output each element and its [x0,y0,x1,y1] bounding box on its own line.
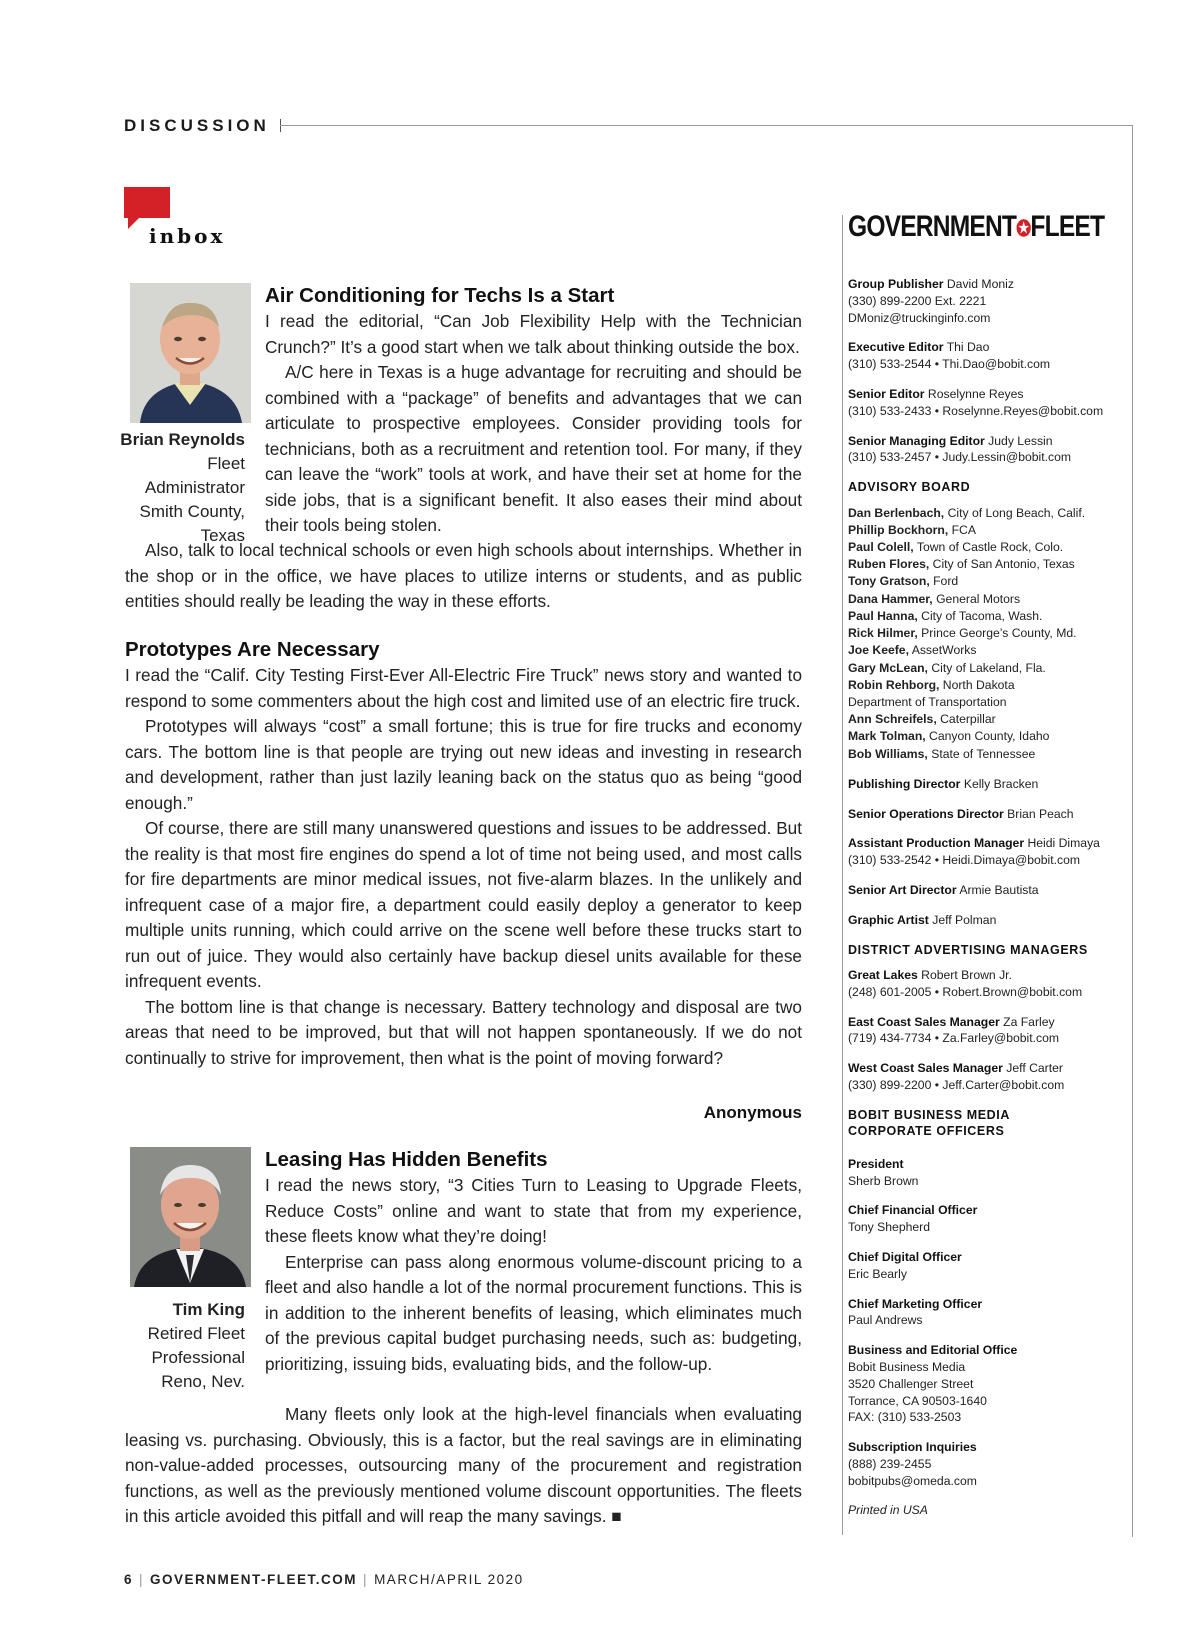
member-org: State of Tennessee [931,746,1036,761]
staff-entry [848,806,1118,823]
footer-divider: | [139,1572,145,1587]
district-name: Robert Brown Jr. [921,968,1012,982]
officer-entry [848,1156,1118,1190]
office-line: Bobit Business Media [848,1359,966,1374]
member-name: Paul Hanna, [848,608,918,623]
letter-body-1b [125,538,802,615]
member-org: Caterpillar [940,712,996,727]
district-entry [848,1014,1118,1048]
footer-divider: | [363,1572,369,1587]
paragraph: A/C here in Texas is a huge advantage for recruiting and should be combined with a “package” of benefits and advantages that we can articulate to prospective employees. Consider providing tools for technicians, both as a recruitment and retention tool. For many, if they can leave the “work” tools at work, and have their set at home for the side jobs, that is a significant benefit. It also eases their mind about their tools being stolen. [265,362,802,535]
author-title-line: Professional [151,1348,245,1367]
advisory-member-continued [848,694,1118,711]
officer-role: Chief Digital Officer [848,1249,962,1264]
staff-role: Executive Editor [848,340,944,355]
member-name: Paul Colell, [848,540,914,555]
member-org: Prince George’s County, Md. [921,626,1077,641]
author-name: Brian Reynolds [120,430,245,449]
paragraph: Of course, there are still many unanswered questions and issues to be addressed. But the reality is that most fire engines do spend a lot of time not being used, and most calls for fire departments are minor medical issues, not five-alarm blazes. In the unlikely and infrequent case of a major fire, a department could easily deploy a generator to keep multiple units running, which could arrive on the scene well before these trucks start to run out of juice. They would also certainly have backup diesel units available for these infrequent events. [125,818,802,991]
district-name: Jeff Carter [1006,1061,1063,1076]
officer-role: Chief Financial Officer [848,1203,978,1218]
staff-name: David Moniz [946,277,1014,291]
author-title-line: Retired Fleet [147,1324,245,1343]
staff-entry [848,776,1118,793]
paragraph: Enterprise can pass along enormous volume-discount pricing to a fleet and also handle a lot of the normal procurement functions. This is in addition to the inherent benefits of leasing, which eliminates much of the previous capital budget purchasing needs, such as: budgeting, prioritizing, issuing bids, evaluating bids, and the follow-up. [265,1251,802,1374]
officer-role: President [848,1156,904,1171]
corporate-heading-line: CORPORATE OFFICERS [848,1124,1005,1139]
member-org: Ford [933,574,959,589]
member-name: Joe Keefe, [848,643,909,658]
member-org: AssetWorks [911,643,977,658]
printed-in: Printed in USA [848,1502,928,1517]
officer-entry [848,1249,1118,1283]
member-name: Mark Tolman, [848,729,926,744]
footer-issue: MARCH/APRIL 2020 [374,1572,524,1587]
district-entry [848,967,1118,1001]
advisory-member [848,660,1118,677]
advisory-member [848,522,1118,539]
office-line: 3520 Challenger Street [848,1376,974,1391]
office-address [848,1342,1118,1426]
right-rule [1132,125,1133,1537]
staff-name: Jeff Polman [932,912,997,927]
staff-contact: (310) 533-2542 • Heidi.Dimaya@bobit.com [848,853,1081,868]
member-org: Canyon County, Idaho [929,729,1050,744]
staff-name: Judy Lessin [988,433,1053,448]
paragraph: Also, talk to local technical schools or even high schools about internships. Whether in the shop or in the office, we have places to utilize interns or students, and as public entities should really be leading the way in these efforts. [125,540,802,611]
advisory-board-list [848,505,1118,763]
office-line: Torrance, CA 90503-1640 [848,1393,987,1408]
officer-name: Eric Bearly [848,1266,907,1281]
author-location: Smith County, Texas [139,502,245,545]
staff-role: Senior Operations Director [848,806,1004,821]
subscription-info [848,1439,1118,1489]
letter-body-3a [265,1173,802,1377]
staff-role: Publishing Director [848,776,961,791]
officer-entry [848,1296,1118,1330]
member-name: Gary McLean, [848,660,928,675]
district-contact: (719) 434-7734 • Za.Farley@bobit.com [848,1031,1060,1046]
member-org: City of Lakeland, Fla. [931,660,1046,675]
paragraph: I read the “Calif. City Testing First-Ever All-Electric Fire Truck” news story and wanted to respond to some commenters about the high cost and limited use of an electric fire truck. [125,665,802,711]
subscription-email: bobitpubs@omeda.com [848,1473,977,1488]
advisory-member [848,711,1118,728]
staff-contact: (310) 533-2544 • Thi.Dao@bobit.com [848,357,1051,372]
letter-title-3: Leasing Has Hidden Benefits [265,1148,548,1171]
member-org: Town of Castle Rock, Colo. [916,540,1064,555]
staff-name: Heidi Dimaya [1027,836,1100,851]
officer-name: Sherb Brown [848,1173,919,1188]
advisory-member [848,625,1118,642]
district-heading: DISTRICT ADVERTISING MANAGERS [848,942,1088,957]
advisory-member [848,539,1118,556]
member-name: Ann Schreifels, [848,712,937,727]
advisory-member [848,591,1118,608]
district-contact: (248) 601-2005 • Robert.Brown@bobit.com [848,984,1083,999]
staff-entry [848,339,1118,373]
staff-entry [848,835,1118,869]
officer-entry [848,1202,1118,1236]
footer-site: GOVERNMENT-FLEET.COM [150,1572,358,1587]
member-org: North Dakota [942,677,1015,692]
member-name: Dan Berlenbach, [848,505,945,520]
staff-name: Thi Dao [946,340,990,355]
member-name: Phillip Bockhorn, [848,522,949,537]
author-location: Reno, Nev. [161,1372,245,1391]
subscription-heading: Subscription Inquiries [848,1440,977,1455]
section-label: DISCUSSION [124,116,270,135]
government-fleet-logo [848,210,1105,246]
district-entry [848,1060,1118,1094]
advisory-member [848,677,1118,694]
author-byline-1 [113,428,245,548]
corporate-heading [848,1107,1118,1140]
staff-entry [848,276,1118,326]
author-photo-brian-reynolds [130,283,251,423]
member-name: Bob Williams, [848,746,928,761]
office-heading: Business and Editorial Office [848,1343,1018,1358]
member-name: Robin Rehborg, [848,677,940,692]
letter-signature: Anonymous [703,1103,802,1122]
member-org: General Motors [936,591,1021,606]
district-role: Great Lakes [848,968,918,982]
logo-text-left: GOVERNMENT [848,210,1017,243]
advisory-member [848,505,1118,522]
letter-body-3b [125,1402,802,1530]
member-org: City of Long Beach, Calif. [947,505,1086,520]
district-contact: (330) 899-2200 • Jeff.Carter@bobit.com [848,1077,1065,1092]
officer-role: Chief Marketing Officer [848,1296,983,1311]
masthead [848,210,1118,1517]
advisory-heading: ADVISORY BOARD [848,480,971,495]
page-number: 6 [124,1572,134,1587]
member-org: FCA [951,522,976,537]
member-org: City of Tacoma, Wash. [921,608,1043,623]
header-rule [280,125,1133,126]
member-name: Rick Hilmer, [848,626,918,641]
staff-name: Armie Bautista [959,882,1039,897]
office-line: FAX: (310) 533-2503 [848,1410,962,1425]
staff-entry [848,433,1118,467]
paragraph: The bottom line is that change is necessary. Battery technology and disposal are two areas that need to be improved, but that will not happen spontaneously. If we do not continually to strive for improvement, then what is the point of moving forward? [125,996,802,1068]
staff-entry [848,882,1118,899]
letter-title-2: Prototypes Are Necessary [125,638,380,661]
letter-title-1: Air Conditioning for Techs Is a Start [265,284,615,307]
member-name: Tony Gratson, [848,574,930,589]
staff-contact: (310) 533-2457 • Judy.Lessin@bobit.com [848,450,1072,465]
advisory-member [848,573,1118,590]
advisory-member [848,746,1118,763]
staff-role: Senior Managing Editor [848,433,985,448]
district-role: West Coast Sales Manager [848,1061,1003,1076]
staff-entry [848,912,1118,929]
member-org: Department of Transportation [848,694,1007,709]
district-role: East Coast Sales Manager [848,1014,1000,1029]
advisory-member [848,556,1118,573]
staff-role: Assistant Production Manager [848,836,1025,851]
star-icon: ✪ [1016,216,1031,241]
speech-bubble-icon [124,187,170,218]
paragraph [125,1402,802,1530]
corporate-heading-line: BOBIT BUSINESS MEDIA [848,1107,1011,1122]
staff-name: Roselynne Reyes [927,386,1024,401]
staff-email: DMoniz@truckinginfo.com [848,310,991,325]
logo-text-right: FLEET [1030,210,1105,243]
member-name: Ruben Flores, [848,557,930,572]
staff-name: Brian Peach [1007,806,1074,821]
advisory-member [848,728,1118,745]
paragraph: I read the editorial, “Can Job Flexibility Help with the Technician Crunch?” It’s a good start when we talk about thinking outside the box. [265,311,802,357]
officer-name: Paul Andrews [848,1313,923,1328]
paragraph: Prototypes will always “cost” a small fortune; this is true for fire trucks and economy cars. The bottom line is that people are trying out new ideas and investing in research and development, rather than just lazily leaning back on the status quo as being “good enough.” [125,716,802,813]
page-footer [124,1572,524,1587]
member-org: City of San Antonio, Texas [932,557,1075,572]
letter-body-1a [265,309,802,539]
advisory-member [848,608,1118,625]
author-photo-tim-king [130,1147,251,1287]
paragraph-text: Many fleets only look at the high-level financials when evaluating leasing vs. purchasing. Obviously, this is a factor, but the real savings are in eliminating non-value-added processes, outsourcing many of the procurement and registration functions, as well as the previously mentioned volume discount opportunities. The fleets in this article avoided this pitfall and will reap the many savings. [125,1404,802,1526]
end-mark-icon: ■ [611,1506,622,1526]
staff-role: Senior Editor [848,386,925,401]
inbox-label: inbox [149,224,226,248]
staff-role: Senior Art Director [848,882,957,897]
member-name: Dana Hammer, [848,591,933,606]
author-byline-3 [113,1298,245,1394]
staff-name: Kelly Bracken [963,776,1039,791]
author-name: Tim King [172,1300,245,1319]
district-name: Za Farley [1003,1014,1055,1029]
officer-name: Tony Shepherd [848,1220,930,1235]
staff-contact: (310) 533-2433 • Roselynne.Reyes@bobit.com [848,403,1104,418]
staff-entry [848,386,1118,420]
author-title: Fleet Administrator [144,454,245,497]
letter-body-2 [125,663,802,1071]
paragraph: I read the news story, “3 Cities Turn to Leasing to Upgrade Fleets, Reduce Costs” online and want to state that from my experience, these fleets know what they’re doing! [265,1175,802,1246]
staff-phone: (330) 899-2200 Ext. 2221 [848,293,987,308]
staff-role: Group Publisher [848,277,944,291]
subscription-phone: (888) 239-2455 [848,1456,932,1471]
advisory-member [848,642,1118,659]
masthead-divider [842,215,843,1535]
staff-role: Graphic Artist [848,912,929,927]
